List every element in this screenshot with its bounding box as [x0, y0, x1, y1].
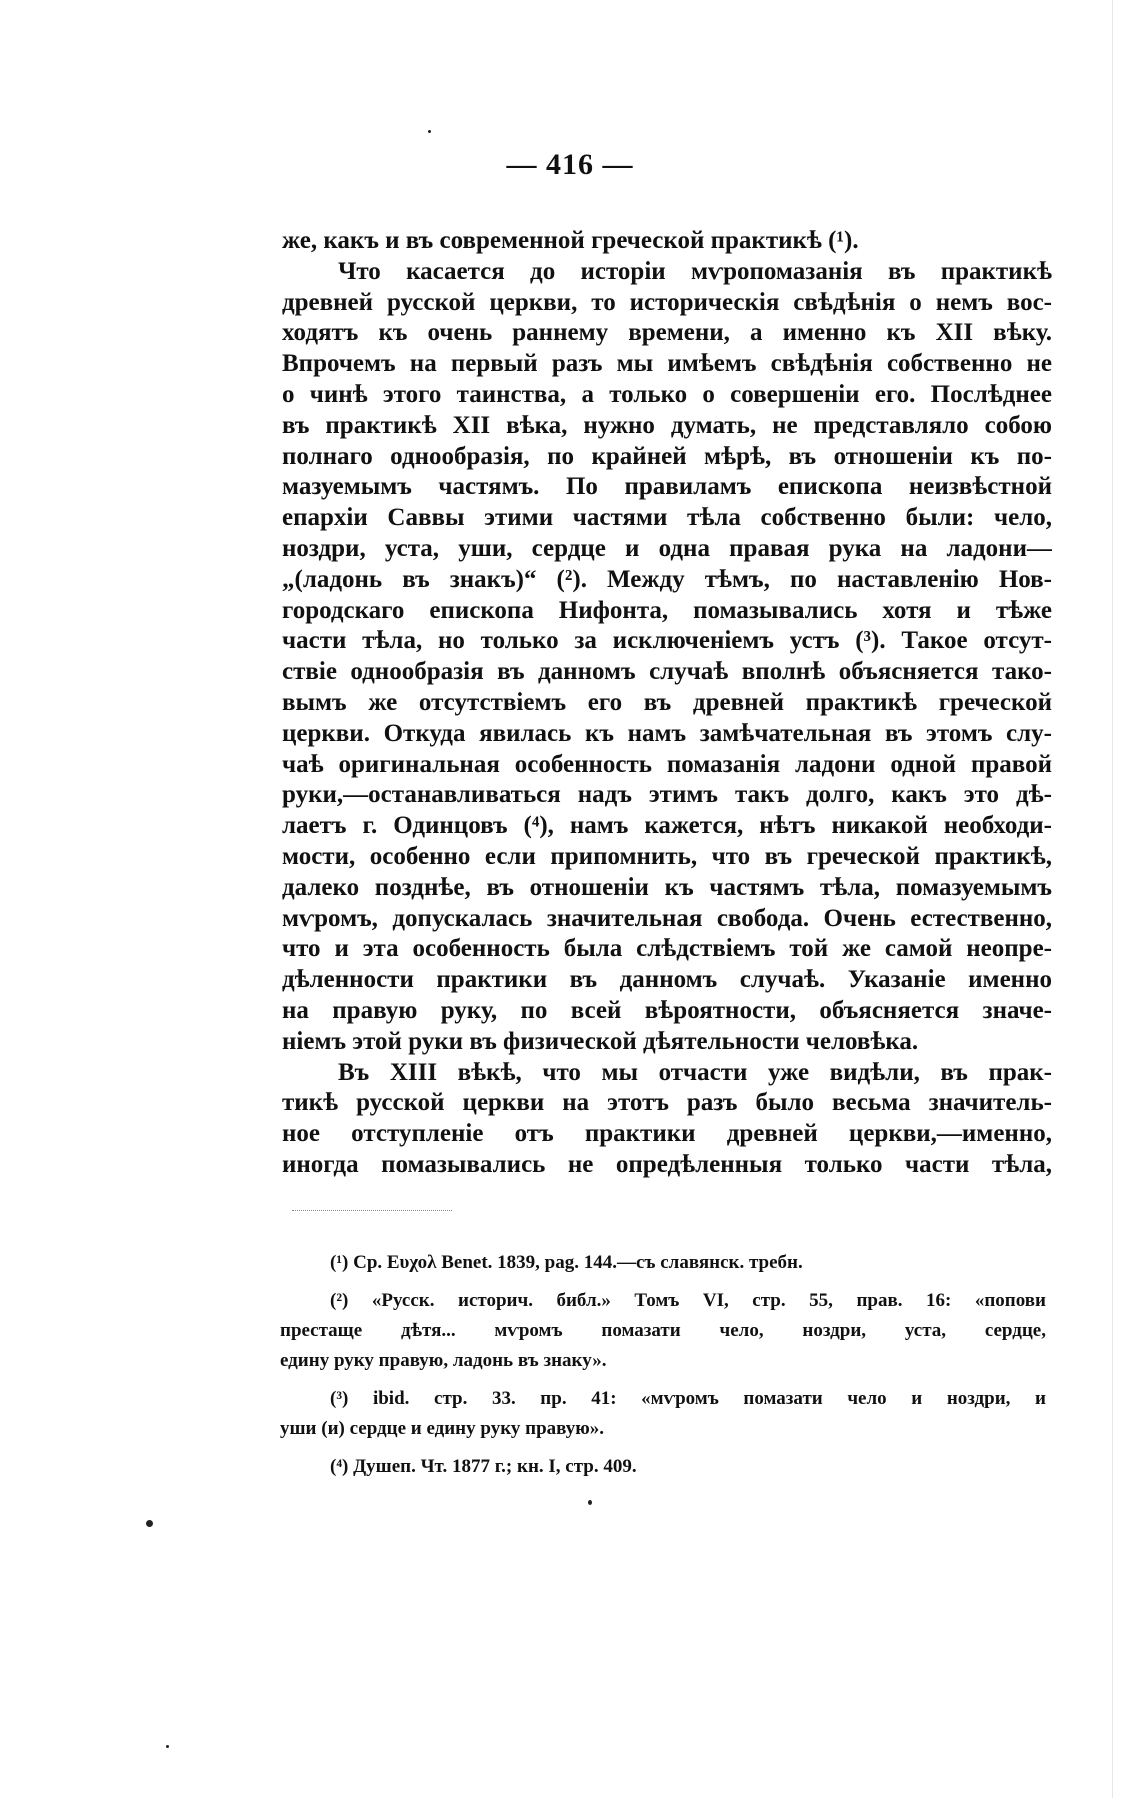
- body-line: на правую руку, по всей вѣроятности, объясняется значе-: [282, 996, 1052, 1024]
- body-line: ніемъ этой руки въ физической дѣятельности человѣка.: [282, 1027, 919, 1055]
- scan-speck: [428, 130, 431, 133]
- body-line: „(ладонь въ знакъ)“ (²). Между тѣмъ, по наставленію Нов-: [282, 565, 1052, 593]
- footnote-gap: [280, 1278, 1046, 1286]
- body-line: же, какъ и въ современной греческой практикѣ (¹).: [282, 227, 859, 254]
- footnote-gap: [280, 1444, 1046, 1452]
- body-line: Въ XIII вѣкѣ, что мы отчасти уже видѣли, въ прак-: [338, 1058, 1052, 1086]
- body-text: [282, 226, 1052, 1181]
- page-number: — 416 —: [506, 148, 634, 181]
- body-line: вымъ же отсутствіемъ его въ древней практикѣ греческой: [282, 688, 1052, 716]
- footnote-line: (⁴) Душеп. Чт. 1877 г.; кн. I, стр. 409.: [330, 1456, 637, 1477]
- body-line: мазуемымъ частямъ. По правиламъ епископа неизвѣстной: [282, 473, 1052, 501]
- body-line: дѣленности практики въ данномъ случаѣ. Указаніе именно: [282, 966, 1052, 994]
- footnote-line: престаще дѣтя... мѵромъ помазати чело, ноздри, уста, сердце,: [280, 1320, 1046, 1341]
- footnote-gap: [280, 1376, 1046, 1384]
- body-line: части тѣла, но только за исключеніемъ устъ (³). Такое отсут-: [282, 627, 1052, 655]
- scan-speck: [146, 1520, 153, 1527]
- footnote-line: уши (и) сердце и едину руку правую».: [280, 1418, 605, 1439]
- body-line: Впрочемъ на первый разъ мы имѣемъ свѣдѣнія собственно не: [282, 350, 1052, 378]
- body-line: ствіе однообразія въ данномъ случаѣ вполнѣ объясняется тако-: [282, 658, 1052, 686]
- body-line: иногда помазывались не опредѣленныя только части тѣла,: [282, 1150, 1052, 1178]
- body-line: мости, особенно если припомнить, что въ греческой практикѣ,: [282, 842, 1052, 870]
- page-edge-shadow: [1112, 0, 1113, 1798]
- body-line: церкви. Откуда явилась къ намъ замѣчательная въ этомъ слу-: [282, 719, 1052, 747]
- body-line: лаетъ г. Одинцовъ (⁴), намъ кажется, нѣтъ никакой необходи-: [282, 812, 1052, 840]
- body-line: въ практикѣ XII вѣка, нужно думать, не представляло собою: [282, 411, 1052, 439]
- body-line: полнаго однообразія, по крайней мѣрѣ, въ отношеніи къ по-: [282, 442, 1052, 470]
- footnote-separator: [292, 1210, 452, 1211]
- footnote: [280, 1248, 1046, 1278]
- body-line: городскаго епископа Нифонта, помазывались хотя и тѣже: [282, 596, 1052, 624]
- body-line: ноздри, уста, уши, сердце и одна правая рука на ладони—: [282, 534, 1052, 562]
- footnote-line: (²) «Русск. историч. библ.» Томъ VI, стр. 55, прав. 16: «попови: [330, 1290, 1046, 1311]
- body-line: ходятъ къ очень раннему времени, а именно къ XII вѣку.: [282, 319, 1052, 347]
- scan-speck: [588, 1500, 592, 1505]
- body-line: чаѣ оригинальная особенность помазанія ладони одной правой: [282, 750, 1052, 778]
- body-line: о чинѣ этого таинства, а только о совершеніи его. Послѣднее: [282, 380, 1052, 408]
- footnote: [280, 1452, 1046, 1482]
- footnote-line: едину руку правую, ладонь въ знаку».: [280, 1350, 607, 1371]
- footnote-line: (¹) Ср. Ευχολ Benet. 1839, pag. 144.—съ славянск. требн.: [330, 1252, 803, 1273]
- body-line: епархіи Саввы этими частями тѣла собственно были: чело,: [282, 504, 1052, 532]
- scan-speck: [166, 1745, 169, 1748]
- footnote: [280, 1384, 1046, 1444]
- body-line: далеко позднѣе, въ отношеніи къ частямъ тѣла, помазуемымъ: [282, 873, 1052, 901]
- body-line: ное отступленіе отъ практики древней церкви,—именно,: [282, 1120, 1052, 1148]
- body-line: тикѣ русской церкви на этотъ разъ было весьма значитель-: [282, 1089, 1052, 1117]
- body-line: что и эта особенность была слѣдствіемъ той же самой неопре-: [282, 935, 1052, 963]
- body-line: мѵромъ, допускалась значительная свобода. Очень естественно,: [282, 904, 1052, 932]
- footnote: [280, 1286, 1046, 1376]
- body-line: древней русской церкви, то историческія свѣдѣнія о немъ вос-: [282, 288, 1052, 316]
- body-line: Что касается до исторіи мѵропомазанія въ практикѣ: [338, 257, 1052, 285]
- body-line: руки,—останавливаться надъ этимъ такъ долго, какъ это дѣ-: [282, 781, 1052, 809]
- footnotes: [280, 1248, 1046, 1482]
- footnote-line: (³) ibid. стр. 33. пр. 41: «мѵромъ помазати чело и ноздри, и: [330, 1388, 1046, 1409]
